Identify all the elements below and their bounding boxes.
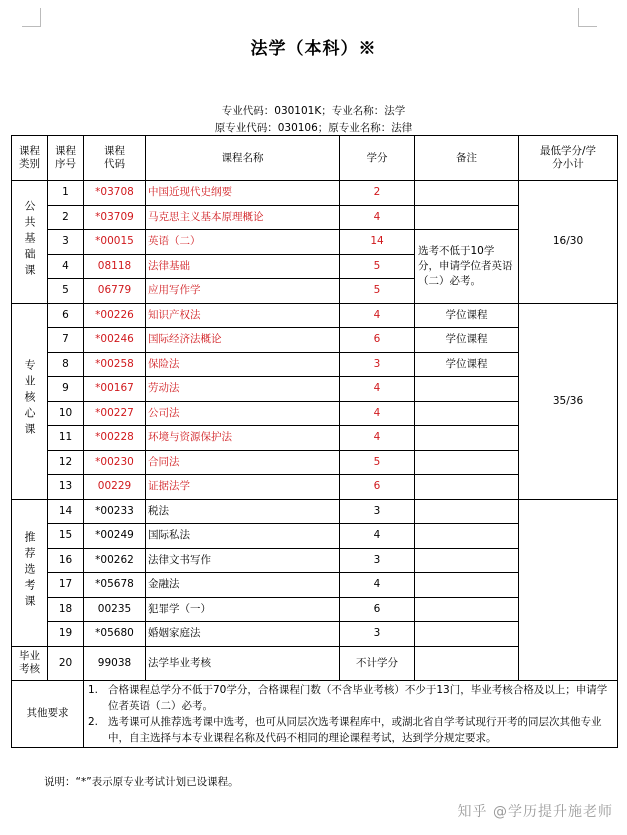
course-code: 00229 — [84, 475, 146, 500]
header-code: 课程代码 — [84, 136, 146, 181]
course-seq: 6 — [48, 303, 84, 328]
course-remark: 学位课程 — [415, 303, 519, 328]
course-remark — [415, 646, 519, 680]
requirement-text: 选考课可从推荐选考课中选考，也可从同层次选考课程库中，或湖北省自学考试现行开考的同层次其他专业中，自主选择与本专业课程名称及代码不相同的理论课程考试，达到学分规定要求。 — [108, 715, 602, 744]
course-name: 马克思主义基本原理概论 — [146, 205, 340, 230]
table-header-row — [12, 136, 618, 181]
course-code: *00246 — [84, 328, 146, 353]
course-name: 金融法 — [146, 573, 340, 598]
course-name: 中国近现代史纲要 — [146, 181, 340, 206]
course-seq: 8 — [48, 352, 84, 377]
course-seq: 2 — [48, 205, 84, 230]
course-name: 证据法学 — [146, 475, 340, 500]
course-remark — [415, 573, 519, 598]
course-remark — [415, 548, 519, 573]
course-code: *00262 — [84, 548, 146, 573]
course-name: 公司法 — [146, 401, 340, 426]
group-core — [12, 303, 48, 499]
course-credit: 3 — [340, 622, 415, 647]
course-code: *00249 — [84, 524, 146, 549]
course-seq: 16 — [48, 548, 84, 573]
requirement-item — [88, 714, 613, 746]
course-credit: 6 — [340, 597, 415, 622]
group-label: 公共基础课 — [23, 199, 36, 280]
course-seq: 15 — [48, 524, 84, 549]
footnote: 说明：“*”表示原专业考试计划已设课程。 — [44, 776, 239, 788]
course-name: 英语（二） — [146, 230, 340, 255]
public-note: 选考不低于10学分，申请学位者英语（二）必考。 — [415, 230, 519, 304]
requirements-row — [12, 680, 618, 747]
course-name: 劳动法 — [146, 377, 340, 402]
course-name: 环境与资源保护法 — [146, 426, 340, 451]
course-credit: 4 — [340, 401, 415, 426]
course-code: 99038 — [84, 646, 146, 680]
course-remark: 学位课程 — [415, 352, 519, 377]
course-credit: 4 — [340, 426, 415, 451]
course-code: *05680 — [84, 622, 146, 647]
course-seq: 1 — [48, 181, 84, 206]
core-min-credit: 35/36 — [519, 303, 618, 499]
course-name: 婚姻家庭法 — [146, 622, 340, 647]
course-code: *00258 — [84, 352, 146, 377]
course-code: 08118 — [84, 254, 146, 279]
table-row — [12, 181, 618, 206]
major-code-line: 专业代码：030101K；专业名称：法学 — [221, 105, 406, 117]
course-code: *00230 — [84, 450, 146, 475]
course-seq: 18 — [48, 597, 84, 622]
course-credit: 3 — [340, 548, 415, 573]
course-seq: 7 — [48, 328, 84, 353]
course-remark — [415, 205, 519, 230]
course-code: *05678 — [84, 573, 146, 598]
course-credit: 5 — [340, 254, 415, 279]
course-code: *00227 — [84, 401, 146, 426]
public-min-credit: 16/30 — [519, 181, 618, 304]
header-credit: 学分 — [340, 136, 415, 181]
course-remark — [415, 181, 519, 206]
course-remark — [415, 426, 519, 451]
course-seq: 17 — [48, 573, 84, 598]
header-seq: 课程序号 — [48, 136, 84, 181]
course-credit: 6 — [340, 328, 415, 353]
course-seq: 12 — [48, 450, 84, 475]
course-code: *03709 — [84, 205, 146, 230]
course-name: 合同法 — [146, 450, 340, 475]
course-credit: 不计学分 — [340, 646, 415, 680]
course-credit: 4 — [340, 524, 415, 549]
course-seq: 4 — [48, 254, 84, 279]
course-credit: 4 — [340, 205, 415, 230]
page-corner-mark-right — [578, 8, 597, 27]
course-seq: 14 — [48, 499, 84, 524]
course-seq: 20 — [48, 646, 84, 680]
page-corner-mark-left — [22, 8, 41, 27]
course-table — [11, 135, 618, 748]
course-remark — [415, 475, 519, 500]
header-min-credit: 最低学分/学分小计 — [519, 136, 618, 181]
course-seq: 3 — [48, 230, 84, 255]
course-credit: 4 — [340, 303, 415, 328]
course-code: *03708 — [84, 181, 146, 206]
group-public — [12, 181, 48, 304]
course-name: 法学毕业考核 — [146, 646, 340, 680]
requirements-text — [84, 680, 618, 747]
course-seq: 11 — [48, 426, 84, 451]
course-seq: 13 — [48, 475, 84, 500]
course-name: 税法 — [146, 499, 340, 524]
course-remark — [415, 597, 519, 622]
course-name: 法律基础 — [146, 254, 340, 279]
table-row — [12, 499, 618, 524]
course-remark — [415, 377, 519, 402]
course-remark — [415, 401, 519, 426]
course-remark — [415, 499, 519, 524]
group-elective — [12, 499, 48, 646]
course-credit: 6 — [340, 475, 415, 500]
course-name: 国际私法 — [146, 524, 340, 549]
course-credit: 3 — [340, 352, 415, 377]
course-remark — [415, 524, 519, 549]
group-graduation: 毕业考核 — [12, 646, 48, 680]
course-seq: 10 — [48, 401, 84, 426]
course-credit: 4 — [340, 377, 415, 402]
course-remark — [415, 450, 519, 475]
course-code: *00167 — [84, 377, 146, 402]
course-credit: 5 — [340, 279, 415, 304]
course-credit: 2 — [340, 181, 415, 206]
group-other: 其他要求 — [12, 680, 84, 747]
course-seq: 19 — [48, 622, 84, 647]
requirement-text: 合格课程总学分不低于70学分，合格课程门数（不含毕业考核）不少于13门，毕业考核合格及以上；申请学位者英语（二）必考。 — [108, 683, 608, 712]
course-code: *00233 — [84, 499, 146, 524]
course-remark — [415, 622, 519, 647]
course-name: 国际经济法概论 — [146, 328, 340, 353]
elective-min-credit — [519, 499, 618, 680]
course-name: 保险法 — [146, 352, 340, 377]
course-name: 知识产权法 — [146, 303, 340, 328]
course-code: *00228 — [84, 426, 146, 451]
header-remark: 备注 — [415, 136, 519, 181]
requirement-number: 1. — [88, 683, 99, 696]
course-remark: 学位课程 — [415, 328, 519, 353]
old-major-code-line: 原专业代码：030106；原专业名称：法律 — [214, 122, 413, 134]
course-credit: 4 — [340, 573, 415, 598]
course-credit: 5 — [340, 450, 415, 475]
course-code: *00015 — [84, 230, 146, 255]
course-code: *00226 — [84, 303, 146, 328]
course-code: 00235 — [84, 597, 146, 622]
course-name: 法律文书写作 — [146, 548, 340, 573]
header-name: 课程名称 — [146, 136, 340, 181]
course-code: 06779 — [84, 279, 146, 304]
group-label: 推荐选考课 — [23, 530, 36, 611]
course-name: 应用写作学 — [146, 279, 340, 304]
course-seq: 9 — [48, 377, 84, 402]
table-row — [12, 303, 618, 328]
course-name: 犯罪学（一） — [146, 597, 340, 622]
requirement-item — [88, 682, 613, 714]
course-seq: 5 — [48, 279, 84, 304]
course-credit: 3 — [340, 499, 415, 524]
course-credit: 14 — [340, 230, 415, 255]
watermark: 知乎 @学历提升施老师 — [457, 804, 613, 820]
group-label: 专业核心课 — [23, 359, 36, 439]
header-category: 课程类别 — [12, 136, 48, 181]
requirement-number: 2. — [88, 715, 99, 728]
page-title: 法学（本科）※ — [250, 39, 377, 59]
